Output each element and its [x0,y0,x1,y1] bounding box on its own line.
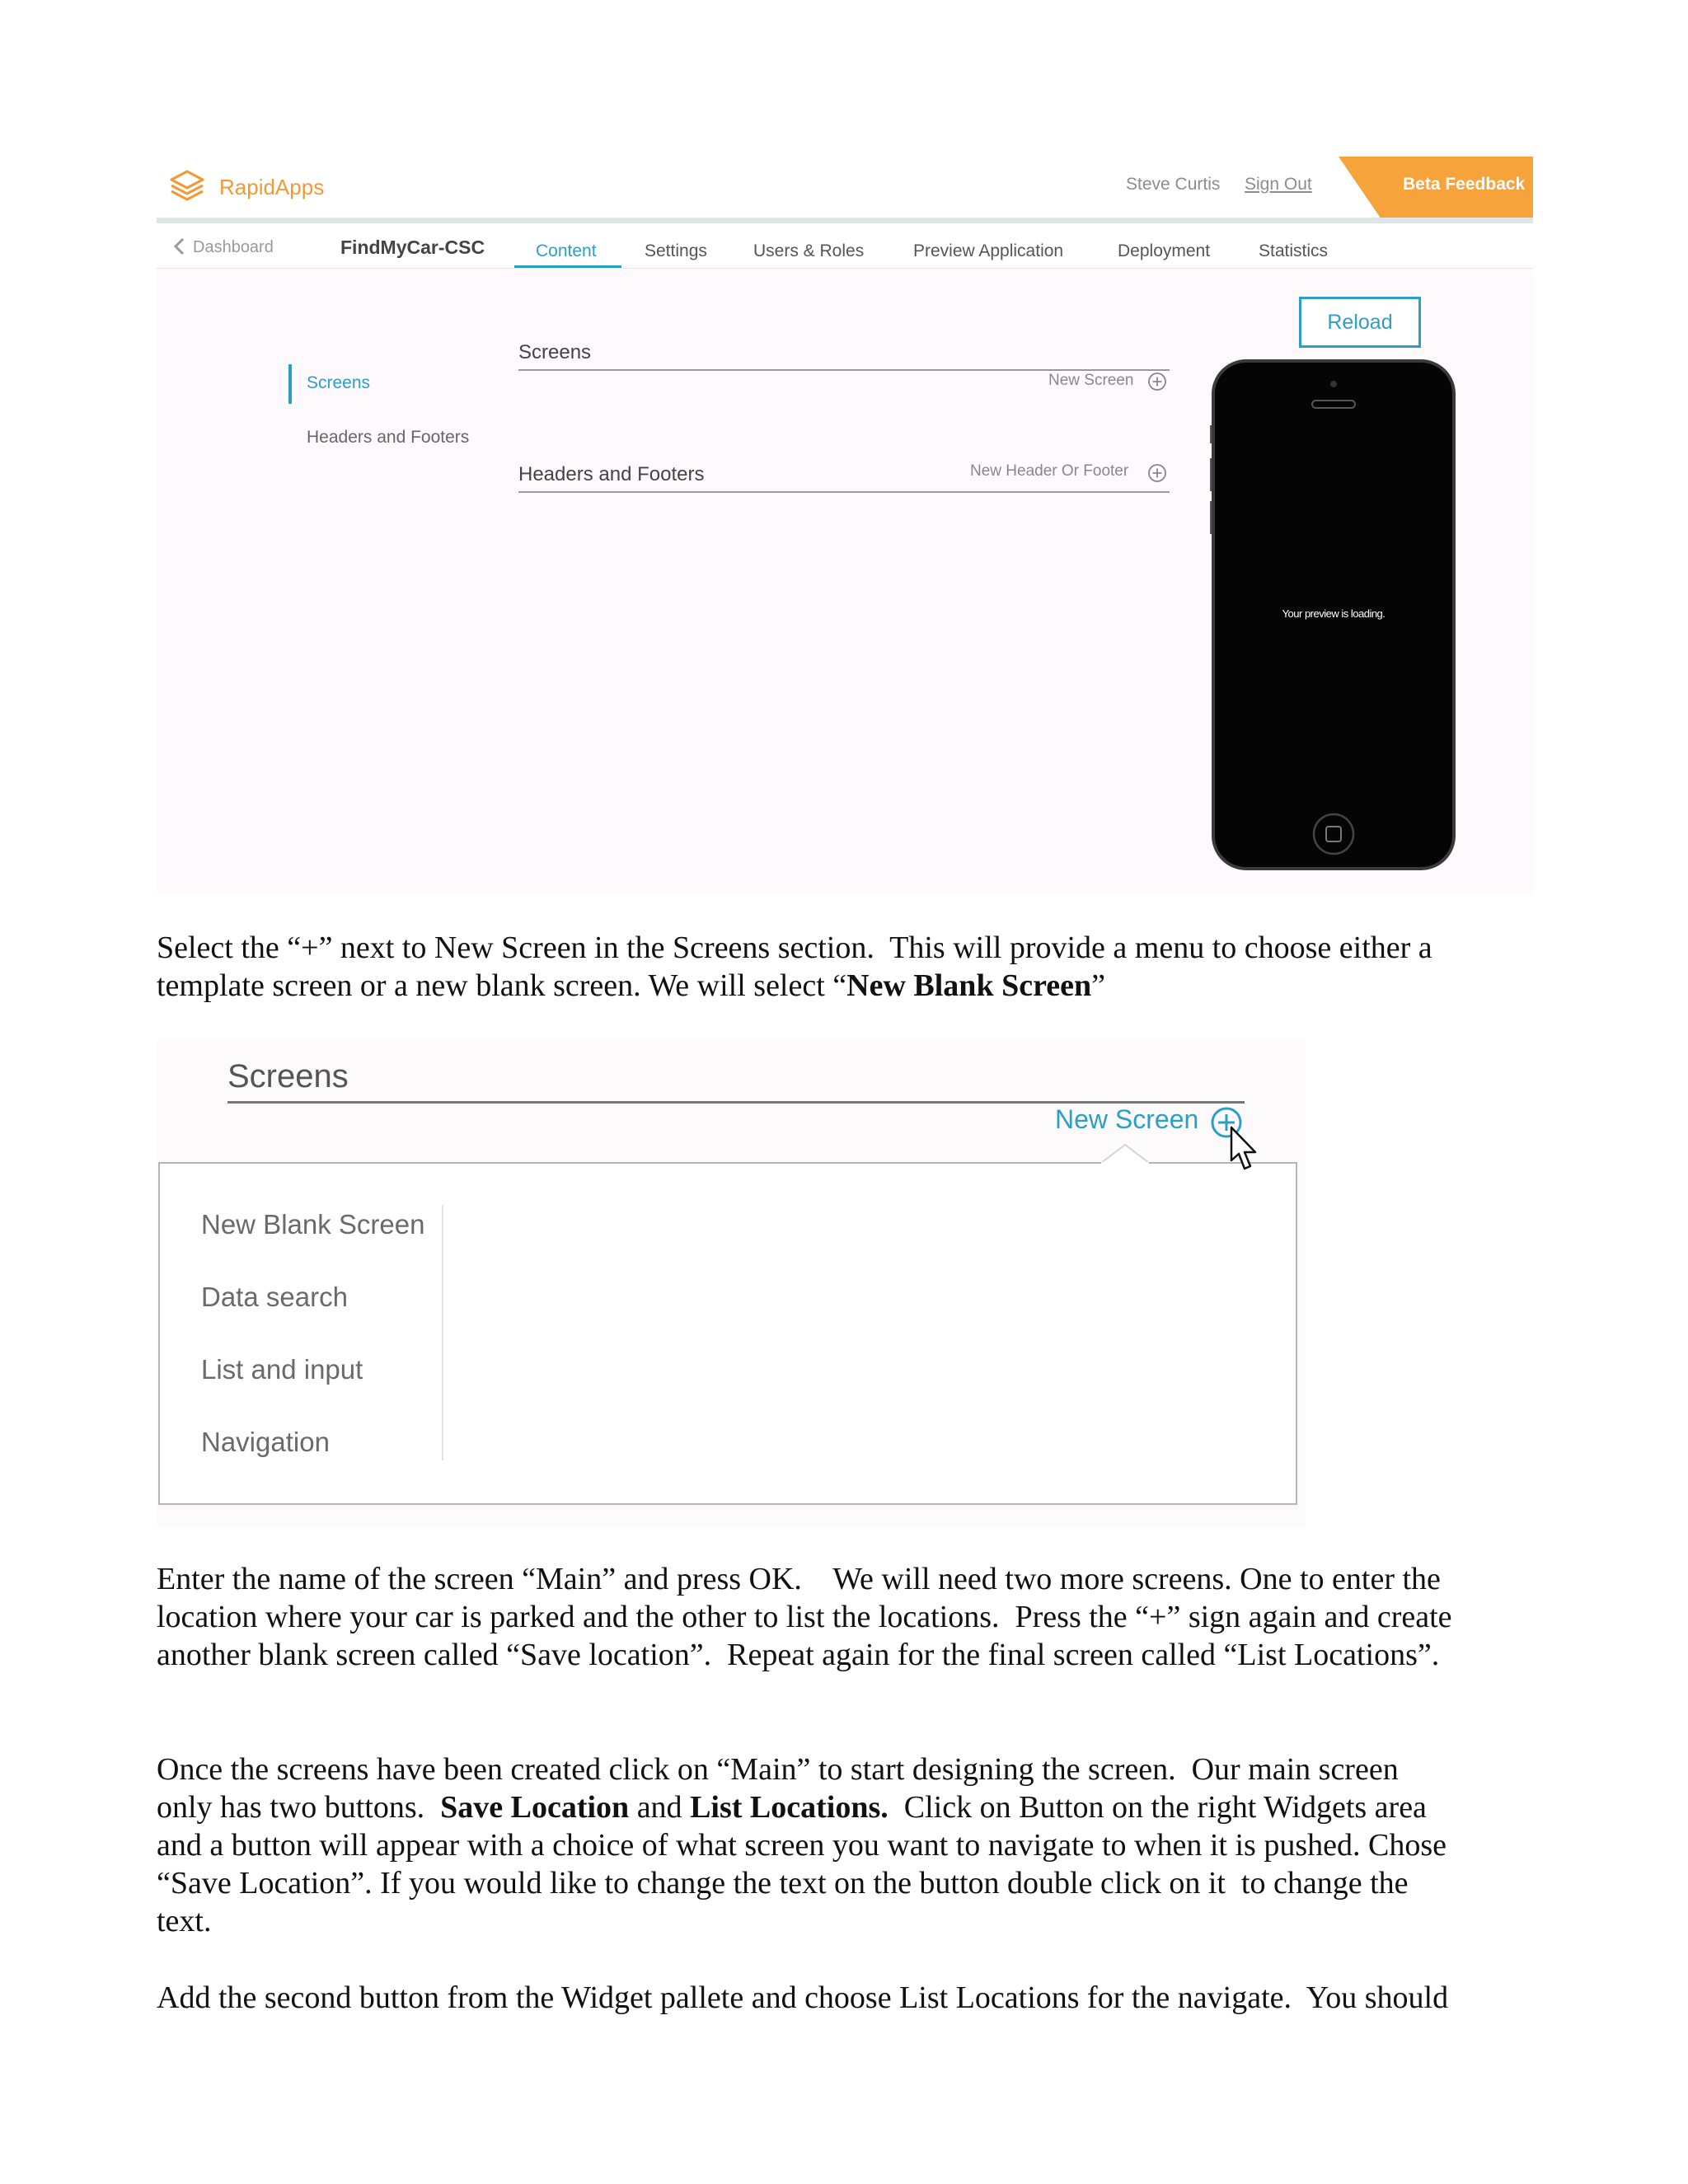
sidebar-item-headers-footers[interactable]: Headers and Footers [307,428,470,447]
instruction-paragraph-2 [157,1560,1541,1674]
sign-out-link[interactable]: Sign Out [1245,175,1312,194]
app-name: FindMyCar-CSC [340,237,485,258]
new-screen-link[interactable]: New Screen [1048,372,1134,389]
paragraph-line: template screen or a new blank screen. We will select “New Blank Screen” [157,968,1105,1003]
paragraph-line: another blank screen called “Save location”. Repeat again for the final screen called “List Locations”. [157,1638,1440,1672]
plus-circle-icon[interactable] [1147,463,1167,483]
instruction-paragraph-1 [157,929,1541,1005]
rapidapps-logo-icon [168,168,206,204]
brand-name: RapidApps [219,175,325,199]
instruction-paragraph-4 [157,1979,1541,2017]
screens-section-divider [518,369,1170,371]
screens-section-title: Screens [227,1058,349,1094]
tab-settings[interactable]: Settings [645,241,707,260]
instruction-paragraph-3 [157,1750,1541,1940]
tab-statistics[interactable]: Statistics [1259,241,1329,260]
user-name: Steve Curtis [1126,175,1221,194]
paragraph-line: “Save Location”. If you would like to change the text on the button double click on it to change the [157,1866,1409,1900]
new-header-footer-link[interactable]: New Header Or Footer [970,462,1129,480]
screens-section-divider [227,1101,1245,1104]
reload-button[interactable]: Reload [1299,297,1421,348]
rapidapps-screenshot [157,155,1533,893]
menu-item-navigation[interactable]: Navigation [201,1427,330,1457]
header-divider [157,218,1533,223]
mouse-cursor-icon [1228,1126,1261,1174]
menu-item-list-and-input[interactable]: List and input [201,1354,363,1385]
screens-section-title: Screens [518,341,592,363]
menu-pointer-caret [1101,1144,1149,1164]
menu-column-divider [442,1205,443,1460]
sidebar-item-screens[interactable]: Screens [307,373,371,392]
beta-feedback-label[interactable]: Beta Feedback [1403,175,1526,194]
dashboard-link[interactable]: Dashboard [193,238,274,256]
tab-users-roles[interactable]: Users & Roles [753,241,865,260]
paragraph-line: only has two buttons. Save Location and List Locations. Click on Button on the right Widgets area [157,1790,1427,1825]
active-tab-indicator [514,265,621,268]
paragraph-line: Enter the name of the screen “Main” and press OK. We will need two more screens. One to enter the [157,1562,1441,1596]
tab-preview-application[interactable]: Preview Application [913,241,1064,260]
paragraph-line: text. [157,1904,212,1938]
top-bar [157,155,1533,218]
tab-content[interactable]: Content [536,241,597,260]
paragraph-line: location where your car is parked and the other to list the locations. Press the “+” sign again and create [157,1600,1452,1634]
paragraph-line: Once the screens have been created click on “Main” to start designing the screen. Our main screen [157,1752,1399,1787]
menu-item-data-search[interactable]: Data search [201,1282,348,1312]
paragraph-line: Select the “+” next to New Screen in the Screens section. This will provide a menu to choose either a [157,930,1432,965]
paragraph-line: Add the second button from the Widget pallete and choose List Locations for the navigate. You should [157,1980,1449,2015]
headers-footers-section-divider [518,491,1170,493]
preview-loading-text: Your preview is loading. [1282,607,1386,620]
tab-deployment[interactable]: Deployment [1118,241,1211,260]
sidebar-active-indicator [288,364,292,404]
plus-circle-icon[interactable] [1147,372,1167,391]
headers-footers-section-title: Headers and Footers [518,463,705,485]
new-screen-menu-screenshot [157,1040,1306,1526]
menu-item-new-blank-screen[interactable]: New Blank Screen [201,1209,425,1240]
chevron-left-icon[interactable] [171,237,188,256]
paragraph-line: and a button will appear with a choice of what screen you want to navigate to when it is pushed. Chose [157,1828,1447,1863]
app-nav-bar [157,223,1533,269]
new-screen-link[interactable]: New Screen [1055,1104,1199,1134]
